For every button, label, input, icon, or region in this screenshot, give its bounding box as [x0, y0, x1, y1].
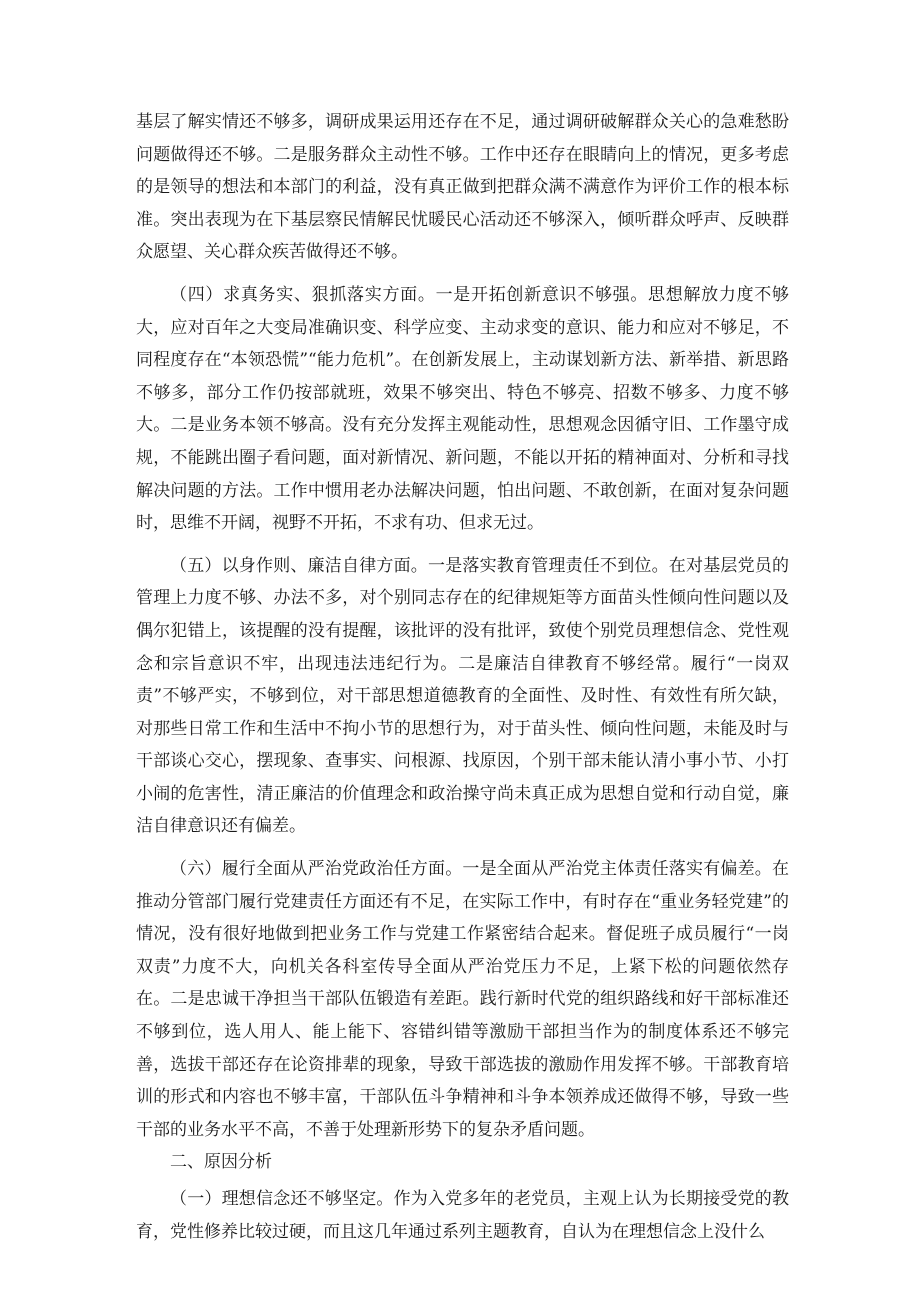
paragraph-section-six: （六）履行全面从严治党政治任方面。一是全面从严治党主体责任落实有偏差。在推动分管部门履行党建责任方面还有不足，在实际工作中，有时存在“重业务轻党建”的情况，没有很好地做到把业务工作与党建工作紧密结合起来。督促班子成员履行“一岗双责”力度不大，向机关各科室传导全面从严治党压力不足，上紧下松的问题依然存在。二是忠诚干净担当干部队伍锻造有差距。践行新时代党的组织路线和好干部标准还不够到位，选人用人、能上能下、容错纠错等激励干部担当作为的制度体系还不够完善，选拔干部还存在论资排辈的现象，导致干部选拔的激励作用发挥不够。干部教育培训的形式和内容也不够丰富，干部队伍斗争精神和斗争本领养成还做得不够，导致一些干部的业务水平不高，不善于处理新形势下的复杂矛盾问题。 — [136, 859, 789, 1140]
paragraph-continued: 基层了解实情还不够多，调研成果运用还存在不足，通过调研破解群众关心的急难愁盼问题做得还不够。二是服务群众主动性不够。工作中还存在眼睛向上的情况，更多考虑的是领导的想法和本部门的利益，没有真正做到把群众满不满意作为评价工作的根本标准。突出表现为在下基层察民情解民忧暖民心活动还不够深入，倾听群众呼声、反映群众愿望、关心群众疾苦做得还不够。 — [136, 112, 789, 263]
paragraph-cause-one: （一）理想信念还不够坚定。作为入党多年的老党员，主观上认为长期接受党的教育，党性修养比较过硬，而且这几年通过系列主题教育，自认为在理想信念上没什么 — [136, 1189, 789, 1242]
document-page — [136, 106, 789, 1248]
section-heading: 二、原因分析 — [170, 1152, 272, 1173]
paragraph-section-four: （四）求真务实、狠抓落实方面。一是开拓创新意识不够强。思想解放力度不够大，应对百年之大变局准确识变、科学应变、主动求变的意识、能力和应对不够足，不同程度存在“本领恐慌”“能力危机”。在创新发展上，主动谋划新方法、新举措、新思路不够多，部分工作仍按部就班，效果不够突出、特色不够亮、招数不够多、力度不够大。二是业务本领不够高。没有充分发挥主观能动性，思想观念因循守旧、工作墨守成规，不能跳出圈子看问题，面对新情况、新问题，不能以开拓的精神面对、分析和寻找解决问题的方法。工作中惯用老办法解决问题，怕出问题、不敢创新，在面对复杂问题时，思维不开阔，视野不开拓，不求有功、但求无过。 — [136, 284, 789, 534]
paragraph-section-five: （五）以身作则、廉洁自律方面。一是落实教育管理责任不到位。在对基层党员的管理上力度不够、办法不多，对个别同志存在的纪律规矩等方面苗头性倾向性问题以及偶尔犯错上，该提醒的没有提醒，该批评的没有批评，致使个别党员理想信念、党性观念和宗旨意识不牢，出现违法违纪行为。二是廉洁自律教育不够经常。履行“一岗双责”不够严实，不够到位，对干部思想道德教育的全面性、及时性、有效性有所欠缺，对那些日常工作和生活中不拘小节的思想行为，对于苗头性、倾向性问题，未能及时与干部谈心交心，摆现象、查事实、问根源、找原因，个别干部未能认清小事小节、小打小闹的危害性，清正廉洁的价值理念和政治操守尚未真正成为思想自觉和行动自觉，廉洁自律意识还有偏差。 — [136, 555, 789, 837]
